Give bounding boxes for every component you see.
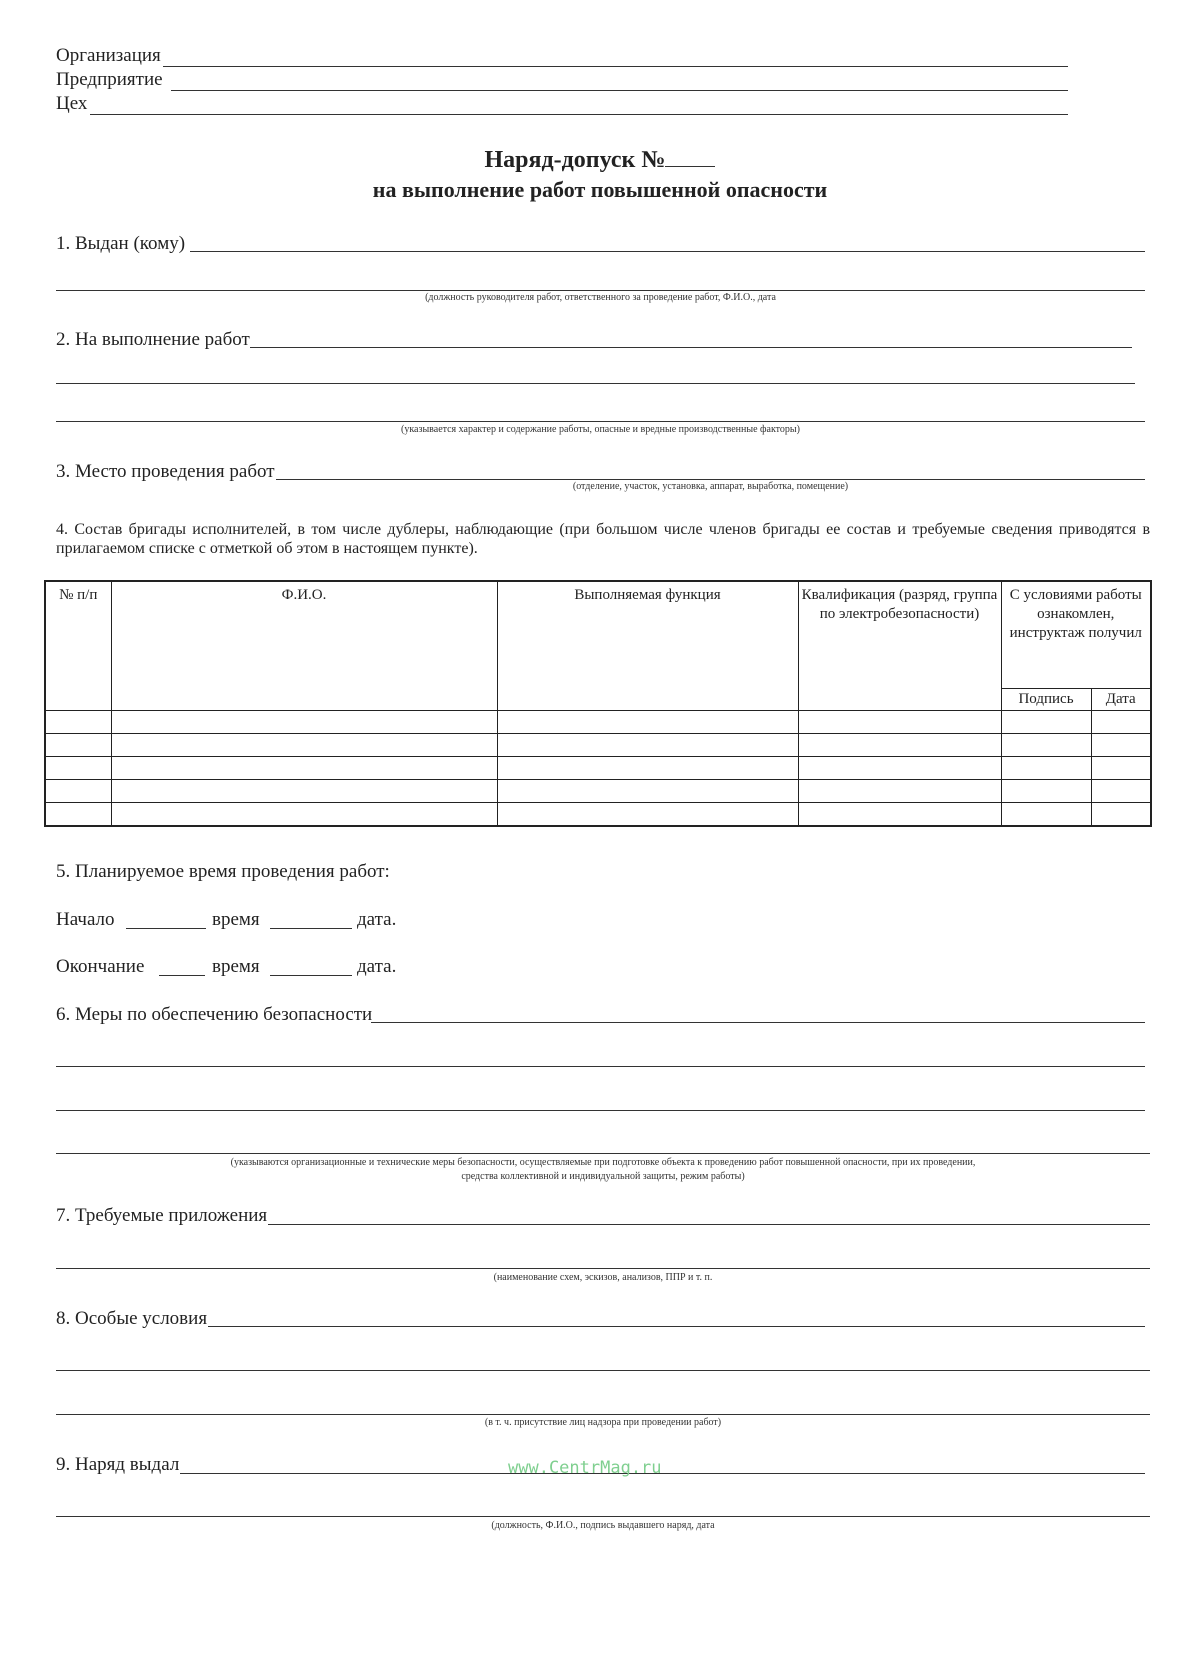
crew-table (44, 580, 1152, 827)
s1-field-1[interactable] (190, 251, 1145, 252)
table-cell[interactable] (1091, 802, 1151, 826)
s6-field-3[interactable] (56, 1110, 1145, 1111)
table-cell[interactable] (798, 733, 1001, 756)
s2-caption: (указывается характер и содержание работы, опасные и вредные производственные факторы) (401, 424, 800, 435)
table-cell[interactable] (1001, 802, 1091, 826)
s3-caption: (отделение, участок, установка, аппарат, выработка, помещение) (572, 481, 849, 492)
end-time-field[interactable] (159, 975, 205, 976)
table-cell[interactable] (45, 802, 111, 826)
table-cell[interactable] (1091, 756, 1151, 779)
table-cell[interactable] (45, 733, 111, 756)
enterprise-label: Предприятие (56, 69, 163, 90)
start-label: Начало (56, 909, 115, 930)
table-cell[interactable] (1001, 733, 1091, 756)
table-cell[interactable] (111, 733, 497, 756)
s9-caption: (должность, Ф.И.О., подпись выдавшего наряд, дата (491, 1520, 715, 1531)
document-subtitle: на выполнение работ повышенной опасности (372, 177, 828, 202)
title-line1: Наряд-допуск № (484, 147, 666, 173)
table-cell[interactable] (497, 756, 798, 779)
table-row (45, 802, 1151, 826)
table-row (45, 756, 1151, 779)
col-function-header: Выполняемая функция (497, 581, 798, 710)
table-cell[interactable] (1001, 710, 1091, 733)
s7-caption: (наименование схем, эскизов, анализов, ППР и т. п. (493, 1272, 713, 1283)
s3-label: 3. Место проведения работ (56, 461, 275, 482)
table-cell[interactable] (45, 756, 111, 779)
s8-caption: (в т. ч. присутствие лиц надзора при проведении работ) (484, 1417, 722, 1428)
document-title (0, 146, 1200, 174)
s8-field-2[interactable] (56, 1370, 1150, 1371)
table-cell[interactable] (497, 710, 798, 733)
s6-field-1[interactable] (371, 1022, 1145, 1023)
table-cell[interactable] (497, 802, 798, 826)
start-date-label: дата. (357, 909, 397, 930)
table-cell[interactable] (798, 710, 1001, 733)
s6-caption-line1: (указываются организационные и технические меры безопасности, осуществляемые при подготовке объекта к проведению работ повышенной опасности, при их проведении, (230, 1157, 976, 1168)
s6-field-2[interactable] (56, 1066, 1145, 1067)
col-date-header: Дата (1091, 688, 1151, 710)
table-cell[interactable] (45, 779, 111, 802)
table-cell[interactable] (111, 779, 497, 802)
table-cell[interactable] (1091, 710, 1151, 733)
table-cell[interactable] (1001, 756, 1091, 779)
table-cell[interactable] (111, 710, 497, 733)
table-cell[interactable] (1001, 779, 1091, 802)
col-conditions-header: С условиями работы ознакомлен, инструктаж получил (1001, 581, 1151, 688)
end-time-label: время (212, 956, 260, 977)
s1-label: 1. Выдан (кому) (56, 233, 186, 254)
organization-label: Организация (56, 45, 161, 66)
end-date-field[interactable] (270, 975, 352, 976)
s1-field-2[interactable] (56, 290, 1145, 291)
s2-label: 2. На выполнение работ (56, 329, 250, 350)
table-cell[interactable] (1091, 733, 1151, 756)
s8-label: 8. Особые условия (56, 1308, 208, 1329)
table-cell[interactable] (111, 802, 497, 826)
end-date-label: дата. (357, 956, 397, 977)
permit-number-field[interactable] (665, 150, 715, 167)
table-cell[interactable] (497, 779, 798, 802)
s9-field-1[interactable] (180, 1473, 1145, 1474)
table-cell[interactable] (45, 710, 111, 733)
col-num-header: № п/п (45, 581, 111, 710)
watermark: www.CentrMag.ru (508, 1458, 662, 1478)
col-signature-header: Подпись (1001, 688, 1091, 710)
s2-field-1[interactable] (250, 347, 1132, 348)
table-cell[interactable] (798, 779, 1001, 802)
organization-field[interactable] (163, 66, 1068, 67)
s1-caption: (должность руководителя работ, ответственного за проведение работ, Ф.И.О., дата (425, 292, 776, 303)
col-fio-header: Ф.И.О. (111, 581, 497, 710)
end-label: Окончание (56, 956, 145, 977)
s3-field[interactable] (276, 479, 1145, 480)
shop-field[interactable] (90, 114, 1068, 115)
table-cell[interactable] (798, 802, 1001, 826)
start-time-field[interactable] (126, 928, 206, 929)
table-cell[interactable] (497, 733, 798, 756)
table-cell[interactable] (111, 756, 497, 779)
s7-field-1[interactable] (268, 1224, 1150, 1225)
col-qualification-header: Квалификация (разряд, группа по электробезопасности) (798, 581, 1001, 710)
s6-field-4[interactable] (56, 1153, 1150, 1154)
start-time-label: время (212, 909, 260, 930)
s9-field-2[interactable] (56, 1516, 1150, 1517)
s2-field-2[interactable] (56, 383, 1135, 384)
s2-field-3[interactable] (56, 421, 1145, 422)
table-row (45, 779, 1151, 802)
table-row (45, 733, 1151, 756)
s5-label: 5. Планируемое время проведения работ: (56, 861, 390, 882)
table-row (45, 710, 1151, 733)
s6-caption-line2: средства коллективной и индивидуальной защиты, режим работы) (461, 1171, 745, 1182)
table-cell[interactable] (798, 756, 1001, 779)
s9-label: 9. Наряд выдал (56, 1454, 180, 1475)
s8-field-1[interactable] (208, 1326, 1145, 1327)
start-date-field[interactable] (270, 928, 352, 929)
enterprise-field[interactable] (171, 90, 1068, 91)
shop-label: Цех (56, 93, 88, 114)
s4-text: 4. Состав бригады исполнителей, в том числе дублеры, наблюдающие (при большом числе членов бригады ее состав и требуемые сведения приводятся в прилагаемом списке с отметкой об этом в настоящем пункте). (56, 521, 1150, 557)
table-cell[interactable] (1091, 779, 1151, 802)
s7-field-2[interactable] (56, 1268, 1150, 1269)
s8-field-3[interactable] (56, 1414, 1150, 1415)
s7-label: 7. Требуемые приложения (56, 1205, 268, 1226)
s6-label: 6. Меры по обеспечению безопасности (56, 1004, 373, 1025)
